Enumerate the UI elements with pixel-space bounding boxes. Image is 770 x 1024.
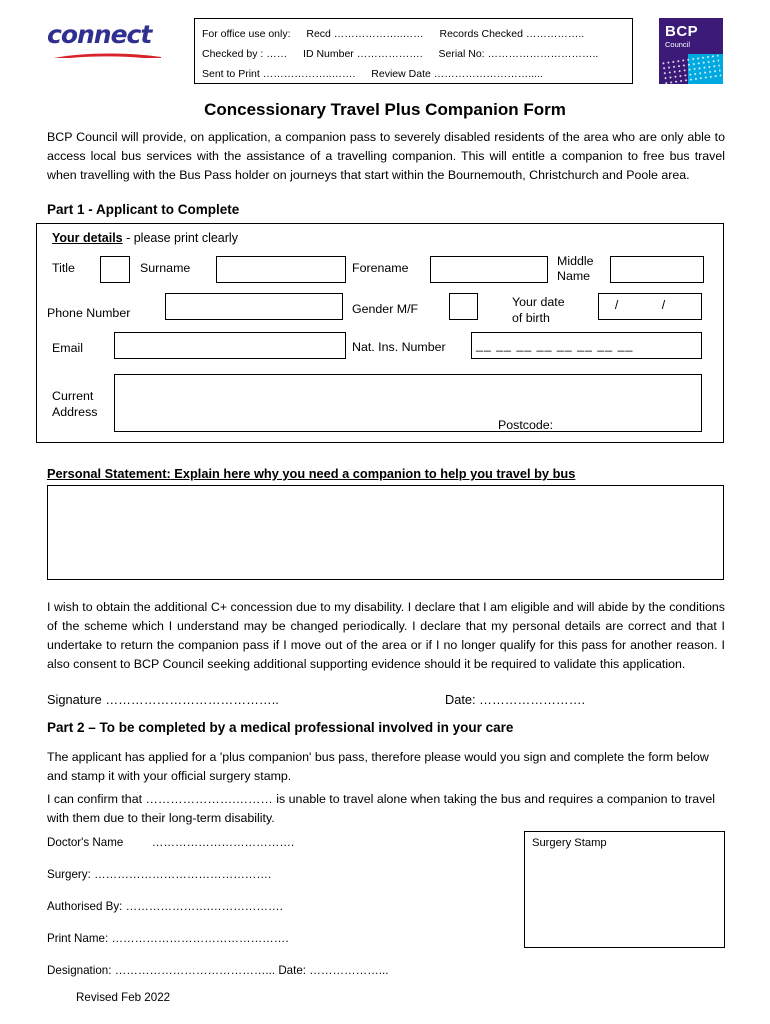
your-details-label: [52, 231, 238, 245]
intro-paragraph: BCP Council will provide, on application, a companion pass to severely disabled residents of the area who are only able to access local bus services with the assistance of a travelling companion. This will entitle a companion to free bus travel when travelling with the Bus Pass holder on journeys that start within the Bournemouth, Christchurch and Poole area.: [47, 130, 725, 182]
signature-field[interactable]: Signature …………………………………..: [47, 692, 279, 707]
office-use-checked-by: Checked by : ……: [202, 48, 288, 60]
print-name-label: Print Name:: [47, 932, 109, 945]
authorised-by-label: Authorised By:: [47, 900, 123, 913]
bcp-council-logo: [659, 18, 723, 84]
part1-heading: Part 1 - Applicant to Complete: [47, 202, 240, 217]
connect-logo: [47, 22, 165, 62]
middle-name-label-line1: Middle: [557, 254, 594, 268]
office-use-serial-no: Serial No: …………………………..: [438, 48, 599, 60]
dob-label-line1: Your date: [512, 295, 565, 309]
part2-paragraph-2: I can confirm that ………………….……… is unable to travel alone when taking the bus and requires a companion to travel with them due to their long-term disability.: [47, 792, 716, 825]
authorised-by-row: [47, 900, 283, 913]
personal-statement-label: [47, 466, 575, 481]
gender-label: Gender M/F: [352, 302, 419, 316]
authorised-by-input[interactable]: ………………….……………….: [125, 900, 283, 913]
revised-footer: Revised Feb 2022: [76, 991, 171, 1004]
office-use-row-3: [202, 64, 625, 84]
print-name-row: [47, 932, 289, 945]
middle-name-label-line2: Name: [557, 269, 591, 283]
medical-date-input[interactable]: ………………...: [309, 964, 389, 977]
connect-logo-swoosh-icon: [49, 48, 161, 58]
title-input[interactable]: [100, 256, 130, 283]
signature-date-field[interactable]: Date: …………………….: [445, 692, 586, 707]
office-use-row-1: [202, 24, 625, 44]
office-use-sent-to-print: Sent to Print ………………..…….: [202, 68, 356, 80]
surgery-label: Surgery:: [47, 868, 91, 881]
email-label: Email: [52, 341, 83, 355]
form-header: [0, 0, 770, 86]
bcp-logo-sub: Council: [665, 40, 691, 49]
phone-number-input[interactable]: [165, 293, 343, 320]
phone-number-label: Phone Number: [47, 306, 131, 320]
bcp-logo-dots-icon: [659, 54, 723, 84]
office-use-recd: Recd ………………..……: [306, 28, 424, 40]
designation-input[interactable]: …………………………………...: [114, 964, 276, 977]
signature-row: [47, 692, 725, 707]
title-label: Title: [52, 261, 75, 275]
office-use-row-2: [202, 44, 625, 64]
current-address-input[interactable]: [114, 374, 702, 432]
surname-label: Surname: [140, 261, 191, 275]
designation-label: Designation:: [47, 964, 112, 977]
doctors-name-row: [47, 836, 294, 849]
declaration-paragraph: I wish to obtain the additional C+ concession due to my disability. I declare that I am eligible and will abide by the conditions of the scheme which I understand may be changed periodically. I declare that my personal details are correct and that I undertake to return the companion pass if I move out of the area or if I no longer qualify for this pass for another reason. I also consent to BCP Council seeking additional supporting evidence should it be required to validate this application.: [47, 600, 725, 671]
bcp-logo-name: BCP: [665, 23, 699, 40]
medical-date-label: Date:: [278, 964, 307, 977]
doctors-name-label: Doctor's Name: [47, 836, 124, 849]
dob-separators: / /: [614, 298, 686, 312]
surgery-row: [47, 868, 271, 881]
page-title: Concessionary Travel Plus Companion Form: [204, 100, 566, 119]
nat-ins-number-label: Nat. Ins. Number: [352, 340, 446, 354]
email-input[interactable]: [114, 332, 346, 359]
surgery-input[interactable]: ……………………………………….: [94, 868, 272, 881]
dob-label-line2: of birth: [512, 311, 550, 325]
office-use-label: For office use only:: [202, 28, 291, 40]
forename-label: Forename: [352, 261, 409, 275]
doctors-name-input[interactable]: ……………………………….: [151, 836, 295, 849]
office-use-review-date: Review Date ……………………….....: [371, 68, 543, 80]
print-name-input[interactable]: ……………………………………….: [111, 932, 289, 945]
forename-input[interactable]: [430, 256, 548, 283]
postcode-label: Postcode:: [498, 418, 554, 432]
part2-paragraph-1: The applicant has applied for a 'plus companion' bus pass, therefore please would you sign and complete the form below and stamp it with your official surgery stamp.: [47, 750, 709, 783]
office-use-box: [194, 18, 633, 84]
office-use-records-checked: Records Checked ……………..: [439, 28, 585, 40]
part2-heading: Part 2 – To be completed by a medical professional involved in your care: [47, 720, 514, 735]
middle-name-input[interactable]: [610, 256, 704, 283]
office-use-id-number: ID Number ……………….: [303, 48, 423, 60]
designation-row: [47, 964, 389, 977]
connect-logo-text: connect: [47, 20, 152, 49]
personal-statement-label-bold: Personal Statement:: [47, 466, 171, 481]
surgery-stamp-label: Surgery Stamp: [532, 837, 607, 849]
current-address-label-line2: Address: [52, 405, 98, 419]
personal-statement-input[interactable]: [47, 485, 724, 580]
your-details-label-bold: Your details: [52, 231, 123, 245]
gender-input[interactable]: [449, 293, 478, 320]
your-details-label-rest: - please print clearly: [122, 231, 238, 245]
personal-statement-label-rest: Explain here why you need a companion to help you travel by bus: [170, 466, 576, 481]
nat-ins-number-placeholder: __ __ __ __ __ __ __ __: [476, 338, 634, 352]
current-address-label-line1: Current: [52, 389, 94, 403]
surname-input[interactable]: [216, 256, 346, 283]
